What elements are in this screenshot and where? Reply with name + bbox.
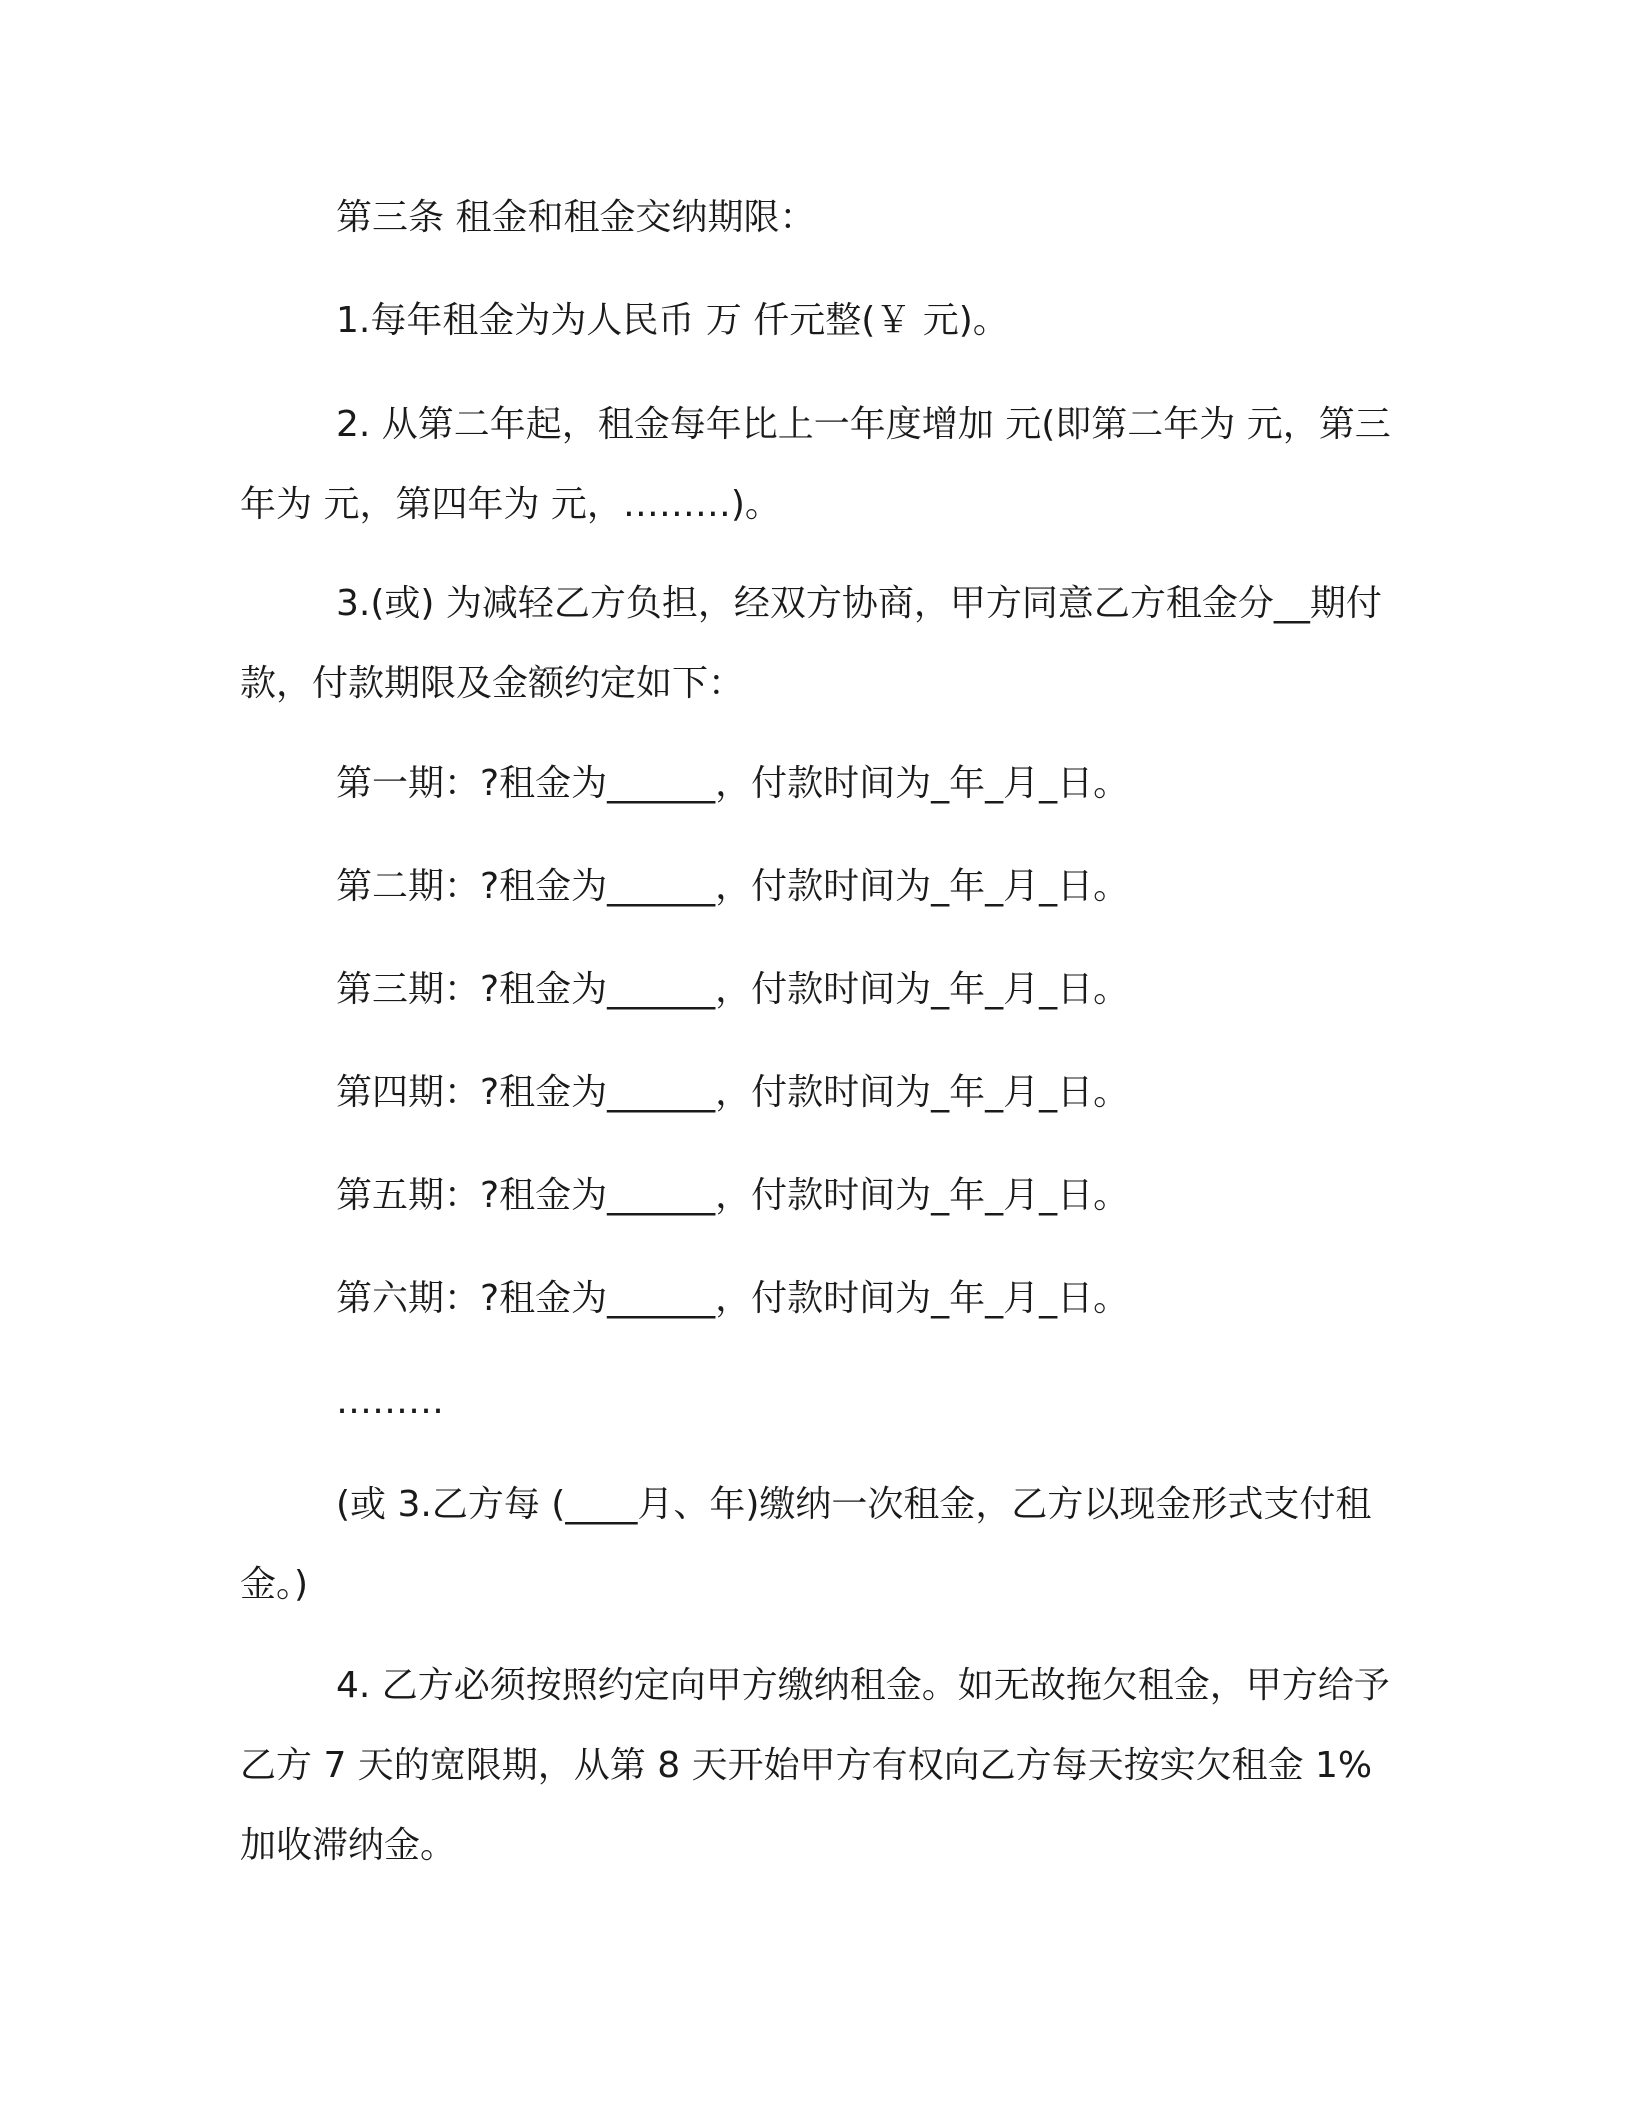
installment-2: 第二期：?租金为______，付款时间为_年_月_日。 bbox=[336, 866, 1130, 907]
article-heading: 第三条 租金和租金交纳期限： bbox=[336, 197, 816, 238]
clause-2: 2. 从第二年起，租金每年比上一年度增加 元(即第二年为 元，第三年为 元，第四年为 元，………)。 bbox=[240, 404, 1391, 525]
clause-3: 3.(或) 为减轻乙方负担，经双方协商，甲方同意乙方租金分__期付款，付款期限及金额约定如下： bbox=[240, 583, 1382, 704]
clause-1: 1.每年租金为为人民币 万 仟元整(￥ 元)。 bbox=[336, 300, 1009, 341]
installment-5: 第五期：?租金为______，付款时间为_年_月_日。 bbox=[336, 1175, 1130, 1216]
clause-4: 4. 乙方必须按照约定向甲方缴纳租金。如无故拖欠租金，甲方给予乙方 7 天的宽限期，从第 8 天开始甲方有权向乙方每天按实欠租金 1%加收滞纳金。 bbox=[240, 1665, 1390, 1866]
installment-1: 第一期：?租金为______，付款时间为_年_月_日。 bbox=[336, 763, 1130, 804]
installment-6: 第六期：?租金为______，付款时间为_年_月_日。 bbox=[336, 1278, 1130, 1319]
alt-clause-3: (或 3.乙方每 (____月、年)缴纳一次租金，乙方以现金形式支付租金。) bbox=[240, 1484, 1372, 1605]
installment-4: 第四期：?租金为______，付款时间为_年_月_日。 bbox=[336, 1072, 1130, 1113]
installment-3: 第三期：?租金为______，付款时间为_年_月_日。 bbox=[336, 969, 1130, 1010]
ellipsis-line: ……… bbox=[336, 1381, 444, 1422]
